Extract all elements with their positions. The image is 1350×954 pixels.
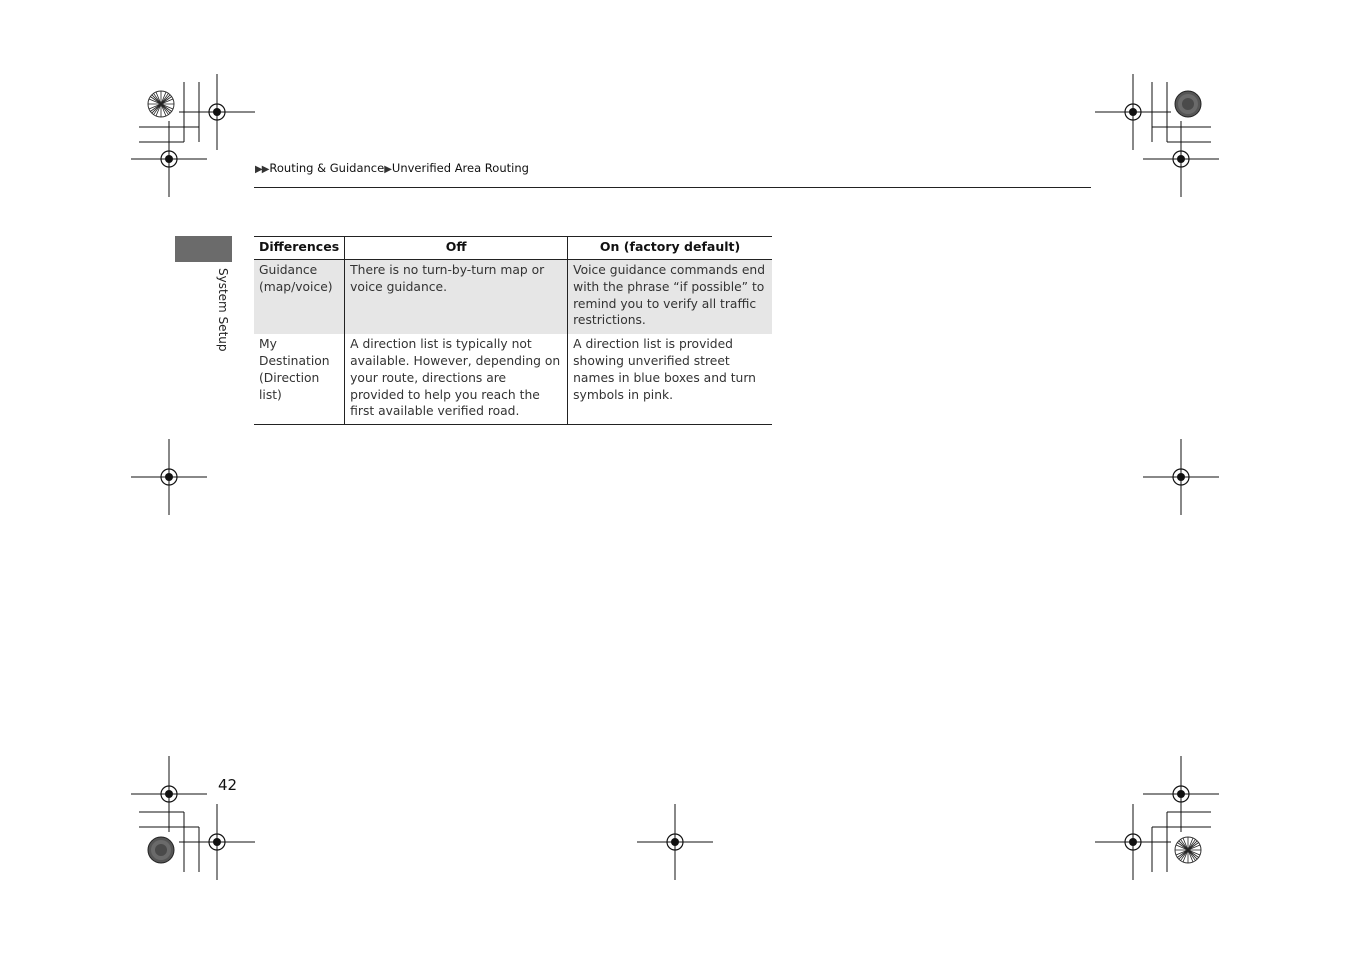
cell-off: There is no turn-by-turn map or voice guidance. xyxy=(345,260,568,335)
breadcrumb-arrows-icon: ▶▶ xyxy=(255,164,269,175)
cell-off: A direction list is typically not available. However, depending on your route, directions are provided to help you reach the first available verified road. xyxy=(345,334,568,424)
breadcrumb-section[interactable]: Routing & Guidance xyxy=(269,161,385,175)
cell-on: A direction list is provided showing unverified street names in blue boxes and turn symbols in pink. xyxy=(568,334,772,424)
cell-difference: Guidance (map/voice) xyxy=(254,260,345,335)
cell-on: Voice guidance commands end with the phrase “if possible” to remind you to verify all traffic restrictions. xyxy=(568,260,772,335)
breadcrumb-separator-icon: ▶ xyxy=(384,164,391,175)
header-off: Off xyxy=(345,237,568,260)
cell-difference: My Destination (Direction list) xyxy=(254,334,345,424)
breadcrumb-page: Unverified Area Routing xyxy=(391,161,529,175)
header-differences: Differences xyxy=(254,237,345,260)
header-on: On (factory default) xyxy=(568,237,772,260)
chapter-label: System Setup xyxy=(216,268,230,352)
page-number: 42 xyxy=(218,776,238,794)
